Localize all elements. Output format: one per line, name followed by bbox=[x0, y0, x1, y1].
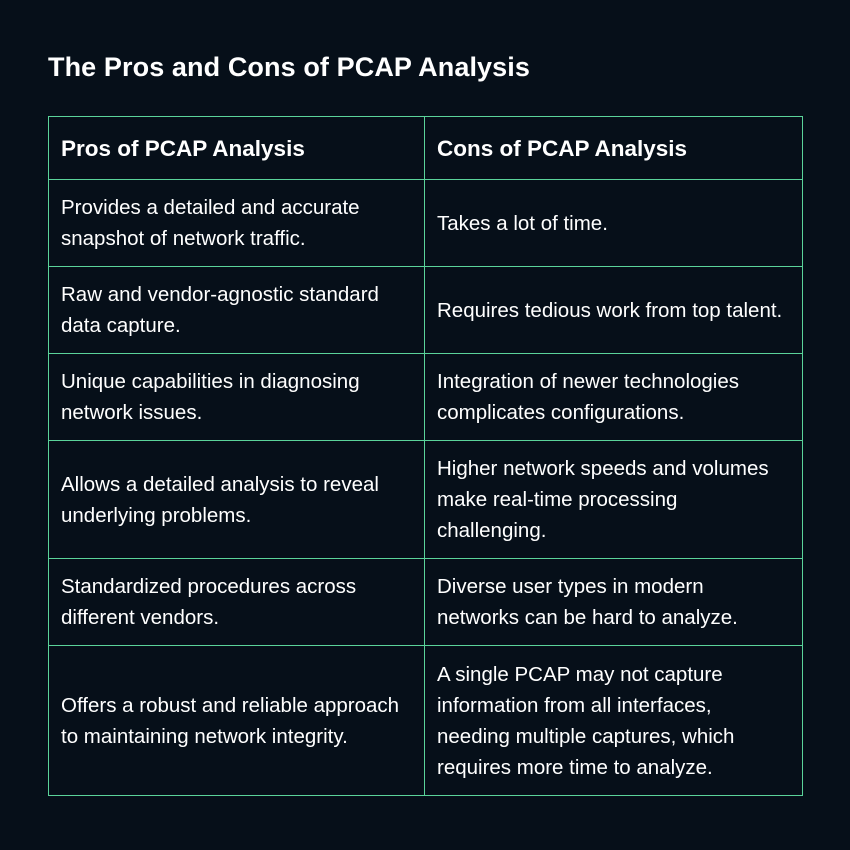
table-row bbox=[49, 267, 803, 354]
con-cell: Higher network speeds and volumes make real-time processing challenging. bbox=[425, 441, 803, 559]
pro-cell: Standardized procedures across different vendors. bbox=[49, 559, 425, 646]
pro-cell: Provides a detailed and accurate snapshot of network traffic. bbox=[49, 180, 425, 267]
page-title: The Pros and Cons of PCAP Analysis bbox=[48, 52, 531, 82]
table-row bbox=[49, 559, 803, 646]
con-cell: Diverse user types in modern networks can be hard to analyze. bbox=[425, 559, 803, 646]
pro-cell: Allows a detailed analysis to reveal underlying problems. bbox=[49, 441, 425, 559]
pros-cons-table bbox=[48, 116, 803, 796]
con-cell: Takes a lot of time. bbox=[425, 180, 803, 267]
con-cell: Requires tedious work from top talent. bbox=[425, 267, 803, 354]
table-header-row bbox=[49, 117, 803, 180]
pro-cell: Offers a robust and reliable approach to maintaining network integrity. bbox=[49, 646, 425, 796]
table-row bbox=[49, 646, 803, 796]
pros-column-header: Pros of PCAP Analysis bbox=[49, 117, 425, 180]
con-cell: Integration of newer technologies complicates configurations. bbox=[425, 354, 803, 441]
table-row bbox=[49, 354, 803, 441]
cons-column-header: Cons of PCAP Analysis bbox=[425, 117, 803, 180]
table-row bbox=[49, 441, 803, 559]
table-row bbox=[49, 180, 803, 267]
pro-cell: Raw and vendor-agnostic standard data capture. bbox=[49, 267, 425, 354]
con-cell: A single PCAP may not capture information from all interfaces, needing multiple captures, which requires more time to analyze. bbox=[425, 646, 803, 796]
pro-cell: Unique capabilities in diagnosing network issues. bbox=[49, 354, 425, 441]
